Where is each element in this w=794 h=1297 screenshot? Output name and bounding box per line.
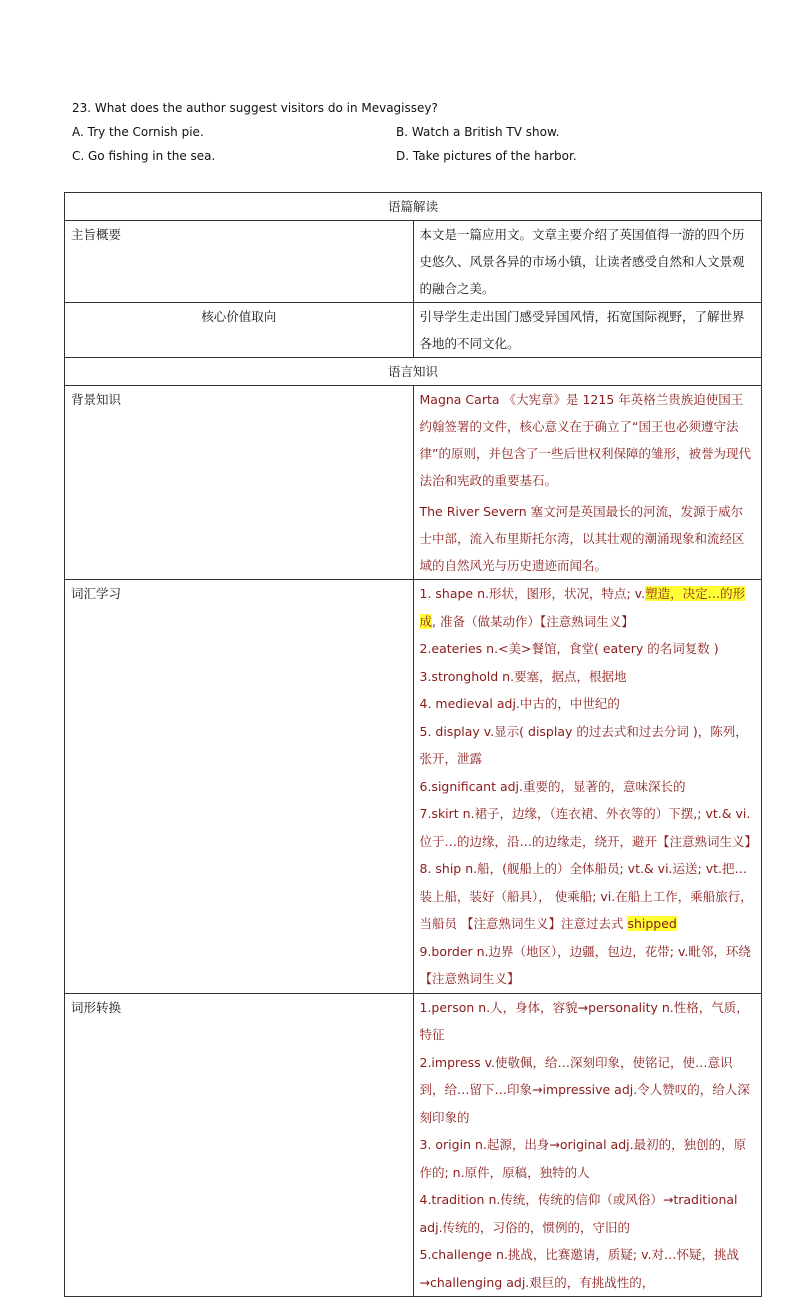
row-label-transform: 词形转换 xyxy=(65,993,414,1297)
transform-item: 5.challenge n.挑战，比赛邀请，质疑; v.对…怀疑，挑战→challenging adj.艰巨的，有挑战性的， xyxy=(419,1247,740,1290)
transform-cell xyxy=(413,993,762,1297)
transform-item: 1.person n.人，身体，容貌→personality n.性格，气质，特征 xyxy=(419,999,749,1042)
option-d: D. Take pictures of the harbor. xyxy=(396,149,577,163)
vocab-item: 8. ship n.船，(舰船上的）全体船员; vt.& vi.运送; vt.把…装上船，装好（船具）， 使乘船; vi.在船上工作，乘船旅行，当船员 【注意熟词生义】注意过去式 shipped xyxy=(419,861,753,931)
vocab-item: 6.significant adj.重要的，显著的，意味深长的 xyxy=(419,778,686,794)
row-label-summary: 主旨概要 xyxy=(65,221,414,303)
vocab-item: 5. display v.显示( display 的过去式和过去分词 )，陈列，张开，泄露 xyxy=(419,723,748,766)
option-b: B. Watch a British TV show. xyxy=(396,125,560,139)
transform-item: 2.impress v.使敬佩，给…深刻印象，使铭记，使…意识到，给…留下…印象→impressive adj.令人赞叹的，给人深刻印象的 xyxy=(419,1054,750,1125)
vocab-item: 9.border n.边界（地区），边疆，包边，花带; v.毗邻，环绕【注意熟词生义】 xyxy=(419,943,751,986)
transform-item: 4.tradition n.传统，传统的信仰（或风俗）→traditional adj.传统的，习俗的，惯例的，守旧的 xyxy=(419,1192,738,1235)
vocab-item: 4. medieval adj.中古的，中世纪的 xyxy=(419,696,620,711)
row-label-value: 核心价值取向 xyxy=(65,303,414,358)
value-text: 引导学生走出国门感受异国风情，拓宽国际视野，了解世界各地的不同文化。 xyxy=(413,303,762,358)
background-river-severn: The River Severn 塞文河是英国最长的河流，发源于威尔士中部，流入布里斯托尔湾，以其壮观的潮涌现象和流经区域的自然风光与历史遗迹而闻名。 xyxy=(419,504,745,573)
vocab-item: 7.skirt n.裙子，边缘，（连衣裙、外衣等的）下摆,; vt.& vi.位于…的边缘，沿…的边缘走，绕开，避开【注意熟词生义】 xyxy=(419,806,758,849)
row-label-background: 背景知识 xyxy=(65,386,414,580)
row-label-vocab: 词汇学习 xyxy=(65,580,414,994)
vocab-item: 1. shape n.形状，图形，状况，特点; v.塑造，决定…的形成, 准备（做某动作）【注意熟词生义】 xyxy=(419,586,746,629)
section-header-language: 语言知识 xyxy=(65,358,762,386)
transform-item: 3. origin n.起源，出身→original adj.最初的，独创的，原作的; n.原件，原稿，独特的人 xyxy=(419,1137,747,1180)
question-block xyxy=(72,96,762,168)
vocab-cell xyxy=(413,580,762,994)
options-grid xyxy=(72,120,762,168)
highlight: shipped xyxy=(627,916,677,931)
vocab-item: 3.stronghold n.要塞，据点，根据地 xyxy=(419,668,627,684)
analysis-table xyxy=(64,192,762,1297)
background-magna-carta: Magna Carta 《大宪章》是 1215 年英格兰贵族迫使国王约翰签署的文件，核心意义在于确立了“国王也必须遵守法律”的原则，并包含了一些后世权利保障的雏形，被誉为现代法治和宪政的重要基石。 xyxy=(419,392,751,488)
section-header-analysis: 语篇解读 xyxy=(65,193,762,221)
summary-text: 本文是一篇应用文。文章主要介绍了英国值得一游的四个历史悠久、风景各异的市场小镇，让读者感受自然和人文景观的融合之美。 xyxy=(413,221,762,303)
question-stem: 23. What does the author suggest visitors do in Mevagissey? xyxy=(72,101,438,115)
background-cell xyxy=(413,386,762,580)
option-c: C. Go fishing in the sea. xyxy=(72,149,216,163)
vocab-item: 2.eateries n.<美>餐馆，食堂( eatery 的名词复数 ) xyxy=(419,641,719,656)
option-a: A. Try the Cornish pie. xyxy=(72,125,204,139)
highlight: 塑造，决定…的形成 xyxy=(419,586,746,629)
